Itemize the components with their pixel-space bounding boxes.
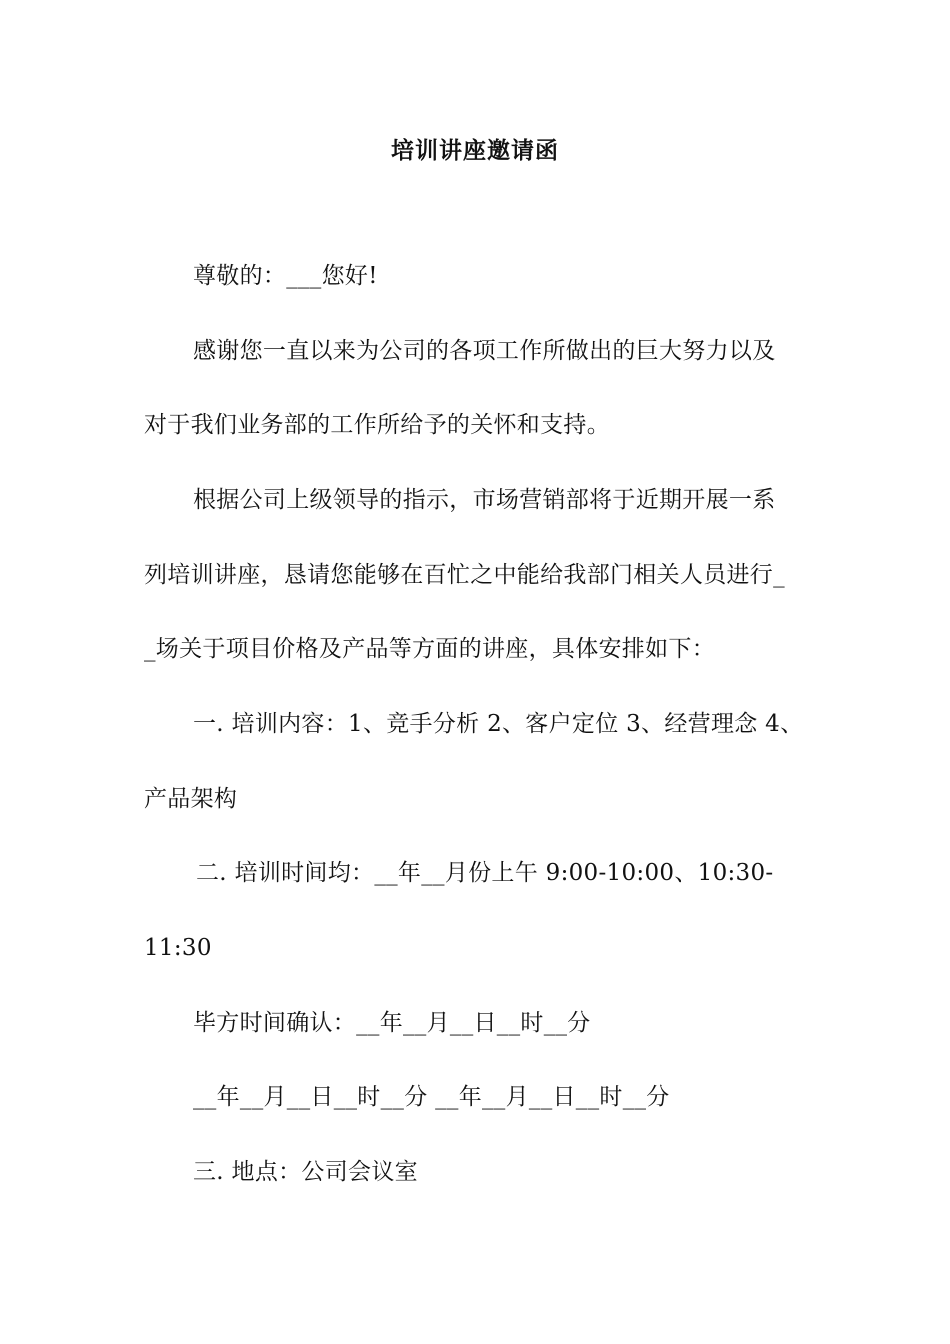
location-line: 三. 地点：公司会议室	[193, 1159, 418, 1185]
training-time-line-1: 二. 培训时间均：__年__月份上午 9:00-10:00、10:30-	[196, 860, 774, 886]
training-content-line-1: 一. 培训内容：1、竞手分析 2、客户定位 3、经营理念 4、	[193, 711, 804, 737]
greeting-line: 尊敬的：___您好!	[193, 263, 378, 289]
paragraph-2-line-2: 列培训讲座，恳请您能够在百忙之中能给我部门相关人员进行_	[144, 562, 785, 588]
time-options-line: __年__月__日__时__分 __年__月__日__时__分	[193, 1084, 670, 1110]
document-title: 培训讲座邀请函	[391, 137, 559, 164]
paragraph-2-line-3: _场关于项目价格及产品等方面的讲座，具体安排如下：	[144, 636, 715, 662]
paragraph-1-line-2: 对于我们业务部的工作所给予的关怀和支持。	[144, 412, 610, 438]
time-confirmation-line: 毕方时间确认：__年__月__日__时__分	[193, 1010, 591, 1036]
paragraph-2-line-1: 根据公司上级领导的指示，市场营销部将于近期开展一系	[193, 487, 776, 513]
training-time-line-2: 11:30	[144, 935, 212, 961]
paragraph-1-line-1: 感谢您一直以来为公司的各项工作所做出的巨大努力以及	[193, 338, 776, 364]
training-content-line-2: 产品架构	[144, 786, 238, 812]
